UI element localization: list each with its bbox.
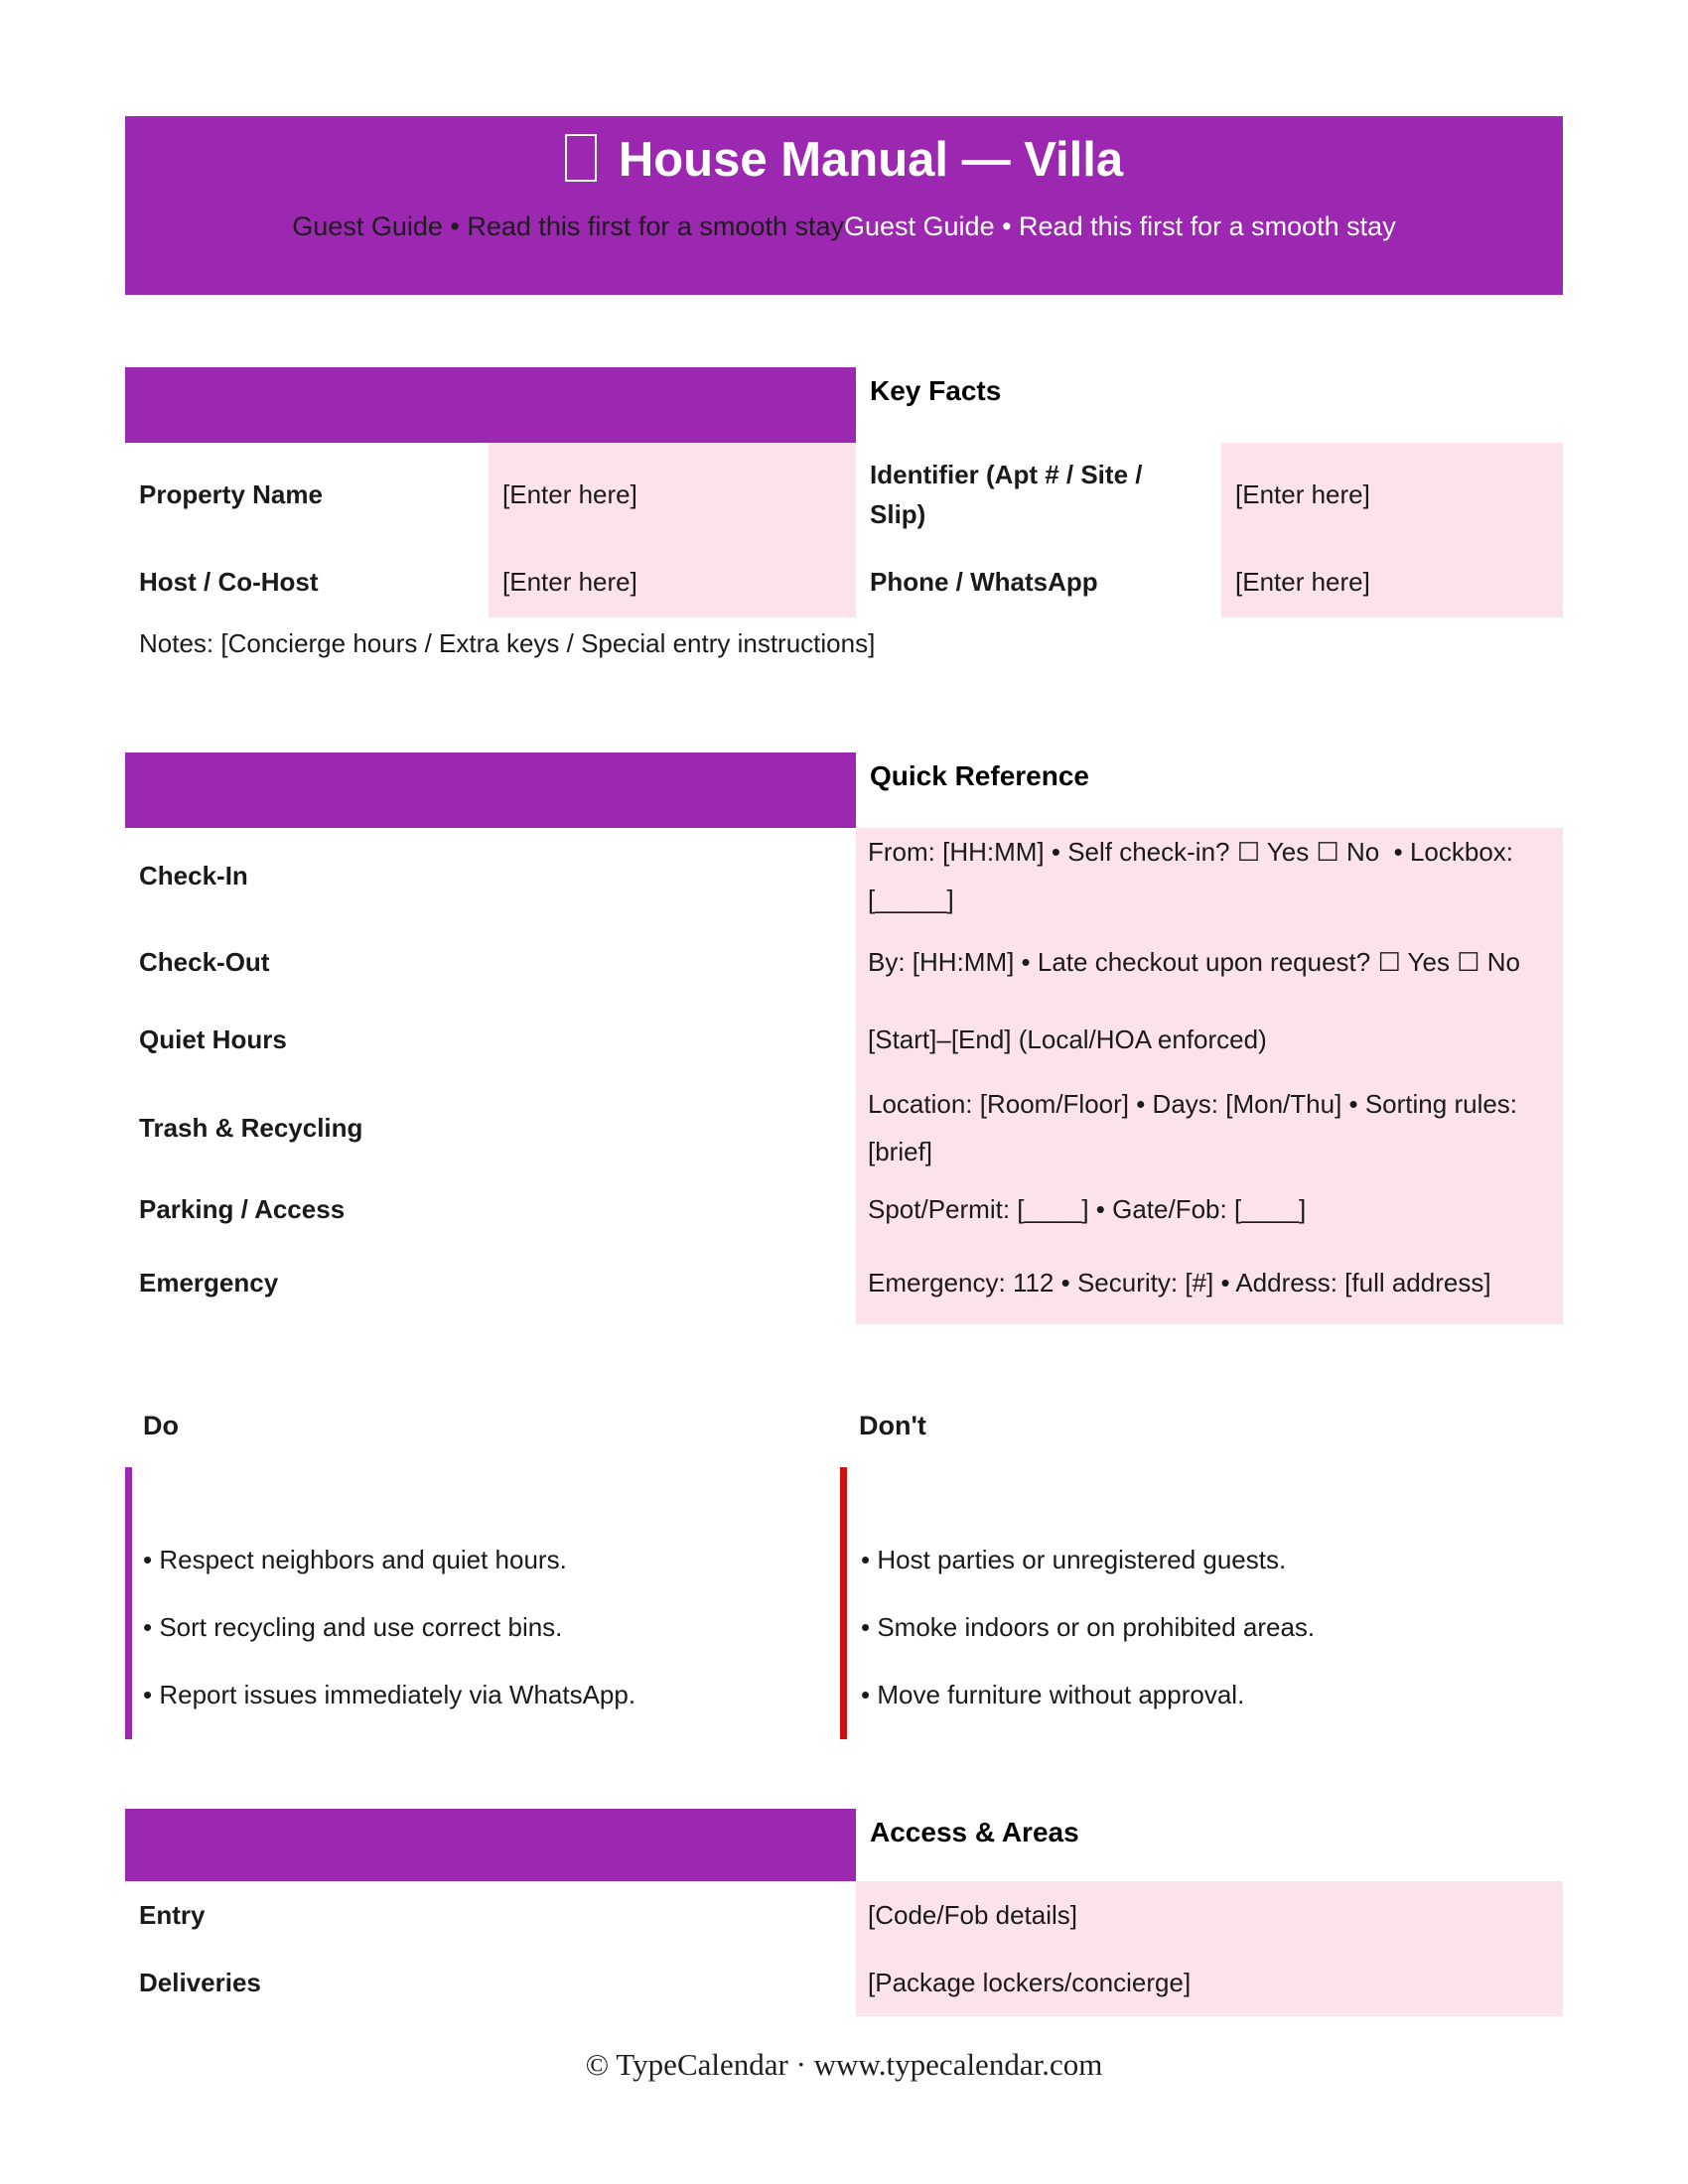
dos-donts-section (125, 1408, 1563, 1739)
aa-value-entry: [Code/Fob details] (856, 1881, 1563, 1949)
qr-label-parking: Parking / Access (139, 1193, 346, 1224)
quick-reference-accent-block (125, 752, 856, 828)
quick-reference-header (125, 752, 1563, 828)
list-item: • Host parties or unregistered guests. (861, 1545, 1287, 1574)
qr-value-parking: Spot/Permit: [____] • Gate/Fob: [____] (856, 1177, 1563, 1241)
list-item: • Report issues immediately via WhatsApp. (143, 1680, 636, 1709)
qr-value-quiet-hours: [Start]–[End] (Local/HOA enforced) (856, 1001, 1563, 1078)
subtitle-light-text: Guest Guide • Read this first for a smooth stay (844, 211, 1396, 241)
page-subtitle (125, 209, 1563, 243)
key-facts-label-identifier: Identifier (Apt # / Site / Slip) (870, 460, 1143, 529)
key-facts-accent-block (125, 367, 856, 443)
qr-label-check-out: Check-Out (139, 946, 270, 977)
table-row (125, 1881, 1563, 1949)
list-item: • Respect neighbors and quiet hours. (143, 1545, 567, 1574)
list-item: • Sort recycling and use correct bins. (143, 1612, 563, 1642)
access-areas-heading: Access & Areas (870, 1817, 1079, 1847)
title-banner (125, 116, 1563, 295)
qr-value-emergency: Emergency: 112 • Security: [#] • Address: [full address] (856, 1241, 1563, 1324)
key-facts-value-property-name: [Enter here] (489, 443, 856, 546)
access-areas-accent-block (125, 1809, 856, 1881)
house-icon (565, 134, 597, 182)
table-row (125, 828, 1563, 923)
dont-column (840, 1408, 1563, 1739)
qr-value-trash: Location: [Room/Floor] • Days: [Mon/Thu] • Sorting rules: [brief] (856, 1078, 1563, 1177)
list-item: • Move furniture without approval. (861, 1680, 1245, 1709)
key-facts-label-host: Host / Co-Host (139, 567, 319, 597)
do-column (125, 1408, 840, 1739)
key-facts-header (125, 367, 1563, 443)
footer-credit: © TypeCalendar · www.typecalendar.com (585, 2047, 1103, 2082)
key-facts-label-phone: Phone / WhatsApp (870, 567, 1098, 597)
qr-label-check-in: Check-In (139, 860, 248, 890)
access-areas-section (125, 1809, 1563, 2016)
table-row (125, 1949, 1563, 2016)
quick-reference-heading: Quick Reference (870, 760, 1089, 791)
key-facts-value-host: [Enter here] (489, 546, 856, 617)
aa-label-deliveries: Deliveries (139, 1967, 261, 1997)
key-facts-heading: Key Facts (870, 375, 1002, 406)
aa-value-deliveries: [Package lockers/concierge] (856, 1949, 1563, 2016)
table-row (125, 443, 1563, 546)
qr-label-emergency: Emergency (139, 1267, 279, 1297)
key-facts-value-phone: [Enter here] (1221, 546, 1563, 617)
qr-label-trash: Trash & Recycling (139, 1112, 363, 1143)
access-areas-header (125, 1809, 1563, 1881)
qr-value-check-out: By: [HH:MM] • Late checkout upon request? ☐ Yes ☐ No (856, 923, 1563, 1001)
list-item: • Smoke indoors or on prohibited areas. (861, 1612, 1316, 1642)
dont-heading: Don't (859, 1411, 926, 1440)
key-facts-notes: Notes: [Concierge hours / Extra keys / Special entry instructions] (139, 628, 876, 658)
table-row (125, 923, 1563, 1001)
key-facts-value-identifier: [Enter here] (1221, 443, 1563, 546)
do-quote-block (125, 1467, 840, 1739)
dont-quote-block (840, 1467, 1563, 1739)
table-row (125, 1001, 1563, 1078)
page-title-text: House Manual — Villa (618, 133, 1124, 187)
key-facts-section (125, 367, 1563, 661)
subtitle-dark-text: Guest Guide • Read this first for a smooth stay (292, 211, 844, 241)
page-title (125, 116, 1563, 188)
table-row (125, 1241, 1563, 1324)
qr-label-quiet-hours: Quiet Hours (139, 1024, 287, 1054)
qr-value-check-in: From: [HH:MM] • Self check-in? ☐ Yes ☐ No • Lockbox: [_____] (856, 828, 1563, 923)
table-row (125, 1177, 1563, 1241)
aa-label-entry: Entry (139, 1899, 206, 1930)
do-heading: Do (143, 1411, 179, 1440)
table-row (125, 546, 1563, 617)
quick-reference-section (125, 752, 1563, 1324)
table-row (125, 1078, 1563, 1177)
key-facts-label-property-name: Property Name (139, 479, 323, 509)
